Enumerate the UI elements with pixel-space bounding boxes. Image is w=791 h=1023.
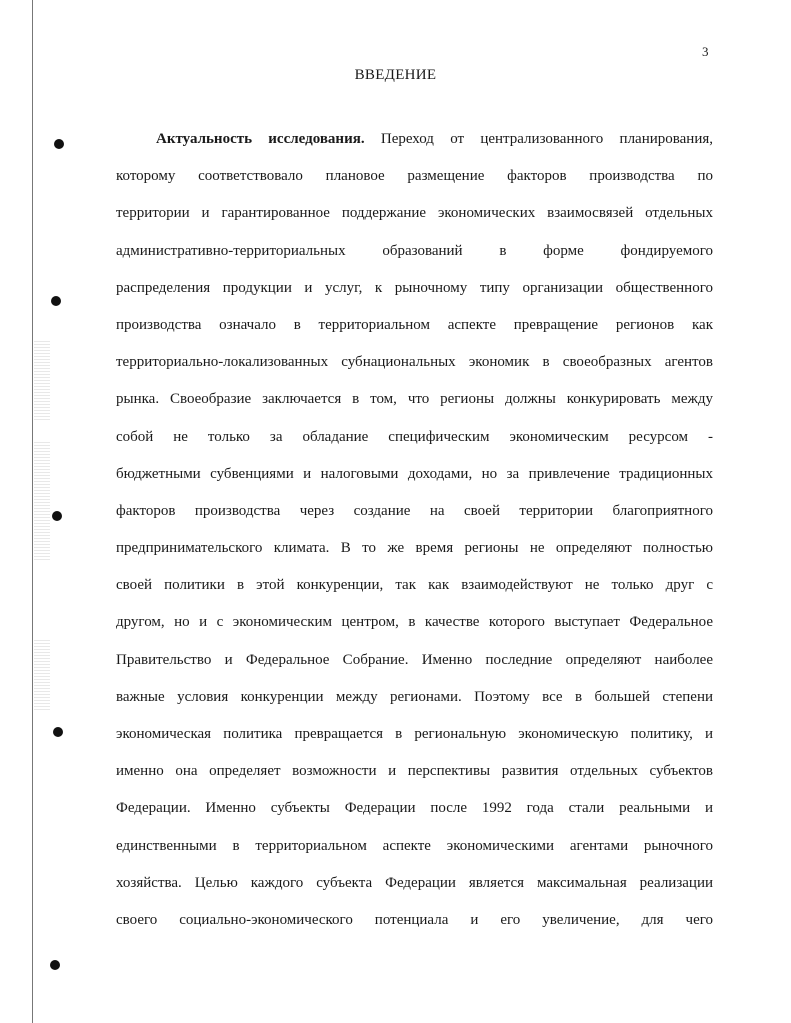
scan-noise (34, 440, 50, 560)
text-line: административно-территориальных образований в форме фондируемого (116, 242, 713, 259)
text-line: важные условия конкуренции между регионами. Поэтому все в большей степени (116, 688, 713, 705)
text-line: единственными в территориальном аспекте экономическими агентами рыночного (116, 837, 713, 854)
text-line: именно она определяет возможности и перспективы развития отдельных субъектов (116, 763, 713, 780)
text-line: своего социально-экономического потенциала и его увеличение, для чего (116, 911, 713, 928)
binder-hole (52, 511, 62, 521)
text-line-content: Переход от централизованного планирования, (380, 131, 714, 147)
text-line: которому соответствовало плановое размещение факторов производства по (116, 168, 713, 185)
body-paragraph (116, 121, 713, 939)
scan-noise (34, 640, 50, 710)
page-number: 3 (702, 44, 709, 59)
text-line: своей политики в этой конкуренции, так как взаимодействуют не только друг с (116, 577, 713, 594)
text-line: Федерации. Именно субъекты Федерации после 1992 года стали реальными и (116, 800, 713, 817)
lead-heading: Актуальность исследования. (156, 131, 365, 147)
scan-noise (34, 340, 50, 420)
text-line (116, 121, 713, 158)
text-line: рынка. Своеобразие заключается в том, что регионы должны конкурировать между (116, 391, 713, 408)
scan-edge-line (32, 0, 33, 1023)
text-line: экономическая политика превращается в региональную экономическую политику, и (116, 726, 713, 742)
text-line: территориально-локализованных субнациональных экономик в своеобразных агентов (116, 354, 713, 371)
binder-hole (51, 296, 61, 306)
binder-hole (50, 960, 60, 970)
text-line: производства означало в территориальном аспекте превращение регионов как (116, 316, 713, 333)
page-title: ВВЕДЕНИЕ (354, 67, 437, 83)
text-line: предпринимательского климата. В то же время регионы не определяют полностью (116, 540, 713, 557)
text-line: другом, но и с экономическим центром, в качестве которого выступает Федеральное (116, 614, 713, 631)
text-line: собой не только за обладание специфическим экономическим ресурсом - (116, 428, 713, 445)
text-line: территории и гарантированное поддержание экономических взаимосвязей отдельных (116, 205, 713, 222)
binder-hole (53, 727, 63, 737)
text-line: факторов производства через создание на своей территории благоприятного (116, 502, 713, 519)
text-line: бюджетными субвенциями и налоговыми доходами, но за привлечение традиционных (116, 465, 713, 482)
binder-hole (54, 139, 64, 149)
text-line: распределения продукции и услуг, к рыночному типу организации общественного (116, 279, 713, 296)
text-line: Правительство и Федеральное Собрание. Именно последние определяют наиболее (116, 651, 713, 668)
text-line: хозяйства. Целью каждого субъекта Федерации является максимальная реализации (116, 874, 713, 891)
